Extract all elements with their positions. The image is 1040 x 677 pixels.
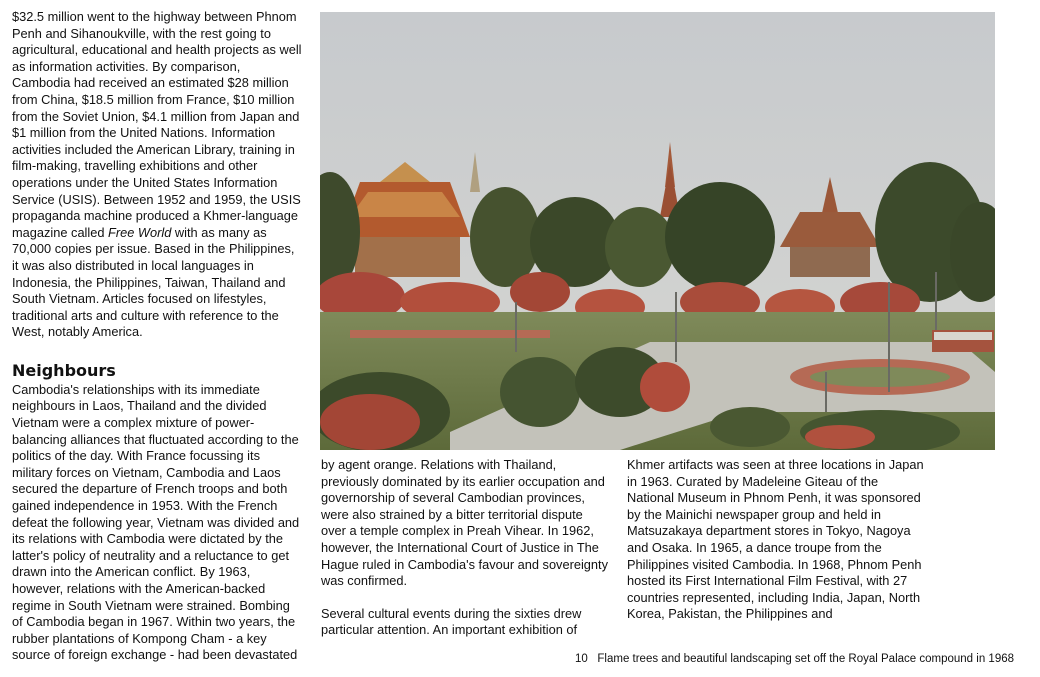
caption-number: 10 [575,653,588,665]
magazine-title: Free World [108,224,172,240]
paragraph-exhibition: Khmer artifacts was seen at three locations in Japan in 1963. Curated by Madeleine Giteau of the National Museum in Phnom Penh, it was sponsored by the Mainichi newspaper group and held in Matsuzakaya department stores in Tokyo, Nagoya and Osaka. In 1965, a dance troupe from the Philippines visited Cambodia. In 1968, Phnom Penh hosted its First International Film Festival, with 27 countries represented, including India, Japan, North Korea, Pakistan, the Philippines and [627,457,924,622]
section-heading-neighbours: Neighbours [12,360,116,380]
text-column-3 [627,457,927,623]
paragraph-aid: $32.5 million went to the highway between Phnom Penh and Sihanoukville, with the rest going to agricultural, educational and health projects as well as information activities. By comparison, Cambodia had received an estimated $28 million from China, $18.5 million from France, $10 million from the Soviet Union, $4.1 million from Japan and $1 million from the United Nations. Information activities included the American Library, training in film-making, travelling exhibitions and other operations under the United States Information Service (USIS). Between 1952 and 1959, the USIS propaganda machine produced a Khmer-language magazine called Free World with as many as 70,000 copies per issue. Based in the Philippines, it was also distributed in local languages in Indonesia, the Philippines, Taiwan, Thailand and South Vietnam. Articles focused on lifestyles, traditional arts and culture with reference to the West, notably America. [12,9,302,340]
paragraph-cultural-events: Several cultural events during the sixties drew particular attention. An important exhibition of [321,605,582,638]
paragraph-thailand: by agent orange. Relations with Thailand, previously dominated by its earlier occupation and governorship of several Cambodian provinces, were also strained by a bitter territorial dispute over a temple complex in Preah Vihear. In 1962, however, the International Court of Justice in The Hague ruled in Cambodia's favour and sovereignty was confirmed. [321,457,608,589]
text-column-1 [12,9,302,664]
royal-palace-photo [320,12,995,450]
paragraph-neighbours: Cambodia's relationships with its immediate neighbours in Laos, Thailand and the divided Vietnam were a complex mixture of power-balancing alliances that fluctuated according to the politics of the day. With France focussing its military forces on Vietnam, Cambodia and Laos secured the departure of French troops and both gained independence in 1953. With the French defeat the following year, Vietnam was divided and its relations with Cambodia were dictated by the latter's policy of neutrality and a reluctance to get drawn into the American conflict. By 1963, however, relations with the American-backed regime in South Vietnam were strained. Bombing of Cambodia began in 1967. Within two years, the rubber plantations of Kompong Cham - a key source of foreign exchange - had been devastated [12,381,300,663]
photo-caption [575,652,1015,666]
caption-text: Flame trees and beautiful landscaping set off the Royal Palace compound in 1968 [597,653,1015,665]
text-column-2 [321,457,611,639]
